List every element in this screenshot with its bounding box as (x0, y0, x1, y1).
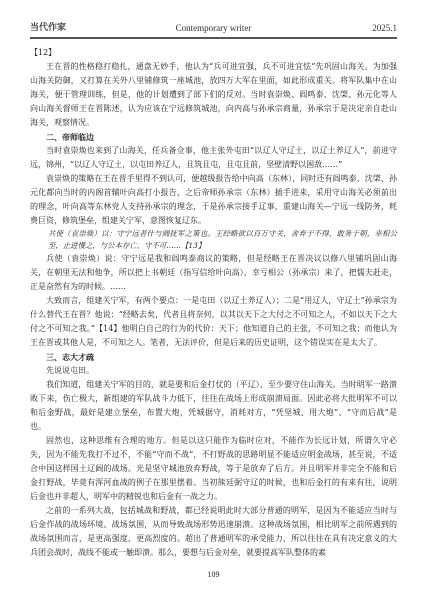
body-paragraph: 王在晋的性格稳打稳扎，通盘无妙手，他认为“兵可进宜强，兵不可进宜怯”先巩固山海关。为加强山海关防御，又打算在关外八里铺修筑一座城池，放四万大军在里面，如此形成重关。将军队集中在山海关，便于管理训练，但是，他的计划遭到了部下们的反对。当时袁崇焕、阎鸣泰、沈棨、孙元化等人向山海关督师王在晋陈述，认为应该在宁远修筑城池，向内高与孙承宗商量，孙承宗于是决定亲自赴山海关，观察情况。 (30, 62, 397, 127)
body-paragraph: 当时袁崇焕也来到了山海关，任兵备佥事，他主张外屯田“以辽人守辽土，以辽土养辽人”，前进守远，锦州，“以辽人守辽土，以屯田养辽人，且筑且屯，且屯且前，坚壁清野以困敌……” (30, 146, 397, 169)
body-paragraph: 固然也，这种思维有合理的地方。但是以这只能作为临时应对，不能作为长远计划，所谓久守必失，因为不能先我打不过不，不能“守而不战”，不打野战的思路明显不能适应明金战场，甚至说，不适合中国这样国土辽阔的战场。光是坚守城池放弃野战，等于是放弃了后方。并且明军并非完全不能和后金打野战，毕竟有浑河血战的例子在那里摆着。当初熊廷弼守辽的时候，也和后金打的有来有往，说明后金也并非超人，明军中的精锐也和后金有一战之力。 (30, 436, 397, 501)
journal-english-title: Contemporary writer (175, 23, 252, 33)
citation-marker: 【12】 (30, 48, 57, 57)
journal-chinese-title: 当代作家 (30, 23, 67, 33)
running-header (30, 20, 397, 36)
section-heading: 三、志大才疏 (46, 352, 94, 362)
section-heading: 二、帝师临边 (46, 132, 94, 142)
body-paragraph: 先说说屯田。 (46, 366, 94, 375)
article-body (30, 46, 397, 560)
body-paragraph: 之前的一系列大战，包括城战和野战，都已经说明此时大部分普通的明军，是因为不能适应当时与后金作战的战场环境、战场氛围，从而导致战场形势迅速崩溃。这种战场氛围，相比明军之前所遇到的战场氛围而言，是更高强度，更高烈度的。超出了普通明军的承受能力，所以往往在具有决定意义的大兵团会战时，战线不能或一触即溃。那么，要想与后金对垒，就要提高军队整体的素 (30, 506, 397, 557)
body-paragraph: 大致而言，组建关宁军，有两个要点：一是屯田（以辽土养辽人）；二是“用辽人，守辽土”孙承宗为什么替代王在晋？他说：“经略去矣，代者且将奈何，以其以天下之大付之不可知之人，不如以天下之大付之不可知之我。”【14】他明白自己的行为的代价：天下；他知道自己的主张，不可知之我；而他认为王在晋或其他人是，不可知之人。笔者，无法评价，但是后来的历史证明，这个错误实在是太大了。 (30, 296, 397, 347)
body-paragraph: 兵使（袁崇焕）说：守宁远是我和阎鸣泰商议的策略，但是经略王在晋决议以修八里铺巩固山海关，在朝里无法和他争，所以把上书朝廷（指写信给叶向高），幸亏相公（孙承宗）来了，把懦夫赶走，正是奋然有为的时候。…… (30, 254, 397, 291)
body-paragraph: 我们知道，组建关宁军的目的，就是要和后金打仗的（平辽），至少要守住山海关。当时明军一路溃败下来，伤亡极大，新组建的军队战斗力低下，往往在战场上形成崩溃局面。因此必将大批明军不可以和后金野战，最好是建立堡垒，布置大炮，凭城据守，消耗对方，“凭坚城、用大炮”、“守而后战”是也。 (30, 380, 397, 431)
header-rule (30, 37, 397, 39)
body-paragraph: 袁崇焕的策略在王在晋手里得不到认可，便越级报告给中向高（东林），同时还有阎鸣泰、沈棨、孙元化都向当时的内阁首辅叶向高打小报告，之后帝师孙承宗（东林）插手进来，采用守山海关必须前出的理念，叶向高等东林党人支持孙承宗的理念，于是孙承宗接手辽事，重建山海关—宁远一线防务，耗费巨资，修筑堡垒，组建关宁军，意图恢复辽东。 (30, 174, 397, 225)
quoted-passage: 共使（袁崇焕）以：守宁远者什与阔抚军之策也。王经略欲以百万守关，舍弃于不得，敢务于朝，幸相公至，止进慢之，与公本存亡，守不可……【13】 (48, 229, 397, 250)
issue-number: 2025.1 (372, 23, 397, 33)
page-number: 109 (207, 570, 220, 579)
